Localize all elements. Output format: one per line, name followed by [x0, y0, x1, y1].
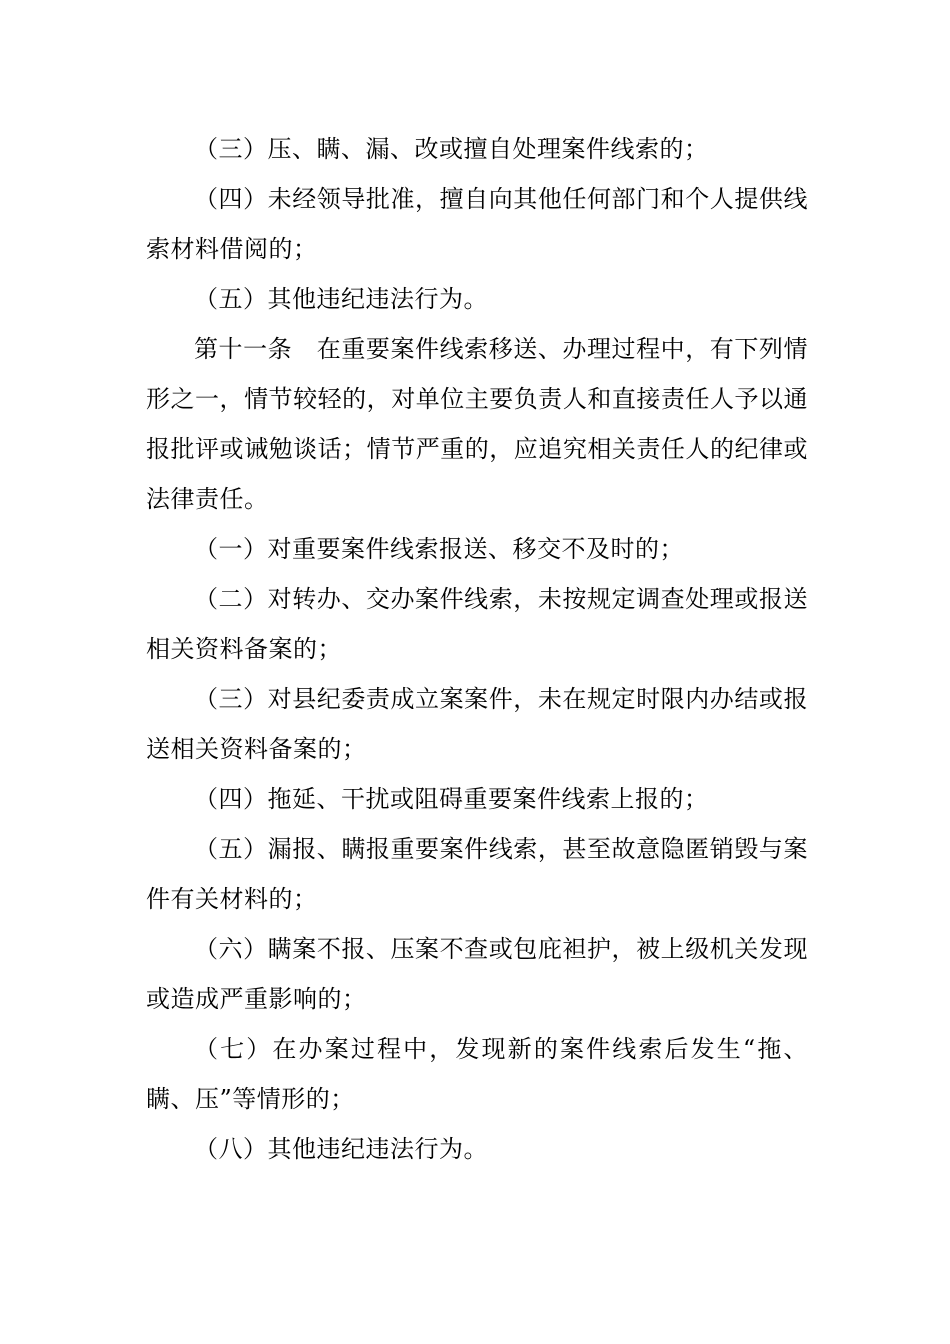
article-11-item-3: （三）对县纪委责成立案案件，未在规定时限内办结或报送相关资料备案的； — [146, 685, 808, 763]
article-11-item-4: （四）拖延、干扰或阻碍重要案件线索上报的； — [194, 785, 709, 813]
article-11-item-2: （二）对转办、交办案件线索，未按规定调查处理或报送相关资料备案的； — [146, 585, 808, 663]
document-body — [146, 124, 808, 1174]
article-11-item-5: （五）漏报、瞒报重要案件线索，甚至故意隐匿销毁与案件有关材料的； — [146, 835, 808, 913]
paragraph-item-5: （五）其他违纪违法行为。 — [194, 285, 488, 313]
article-11-item-8: （八）其他违纪违法行为。 — [194, 1135, 488, 1163]
paragraph-item-3: （三）压、瞒、漏、改或擅自处理案件线索的； — [194, 135, 709, 163]
article-11-item-6: （六）瞒案不报、压案不查或包庇袒护，被上级机关发现或造成严重影响的； — [146, 935, 808, 1013]
article-11-item-7: （七）在办案过程中，发现新的案件线索后发生“拖、瞒、压”等情形的； — [146, 1035, 808, 1113]
paragraph-item-4: （四）未经领导批准，擅自向其他任何部门和个人提供线索材料借阅的； — [146, 185, 808, 263]
article-11-paragraph: 第十一条 在重要案件线索移送、办理过程中，有下列情形之一，情节较轻的，对单位主要负责人和直接责任人予以通报批评或诫勉谈话；情节严重的，应追究相关责任人的纪律或法律责任。 — [146, 335, 808, 513]
article-11-item-1: （一）对重要案件线索报送、移交不及时的； — [194, 535, 684, 563]
